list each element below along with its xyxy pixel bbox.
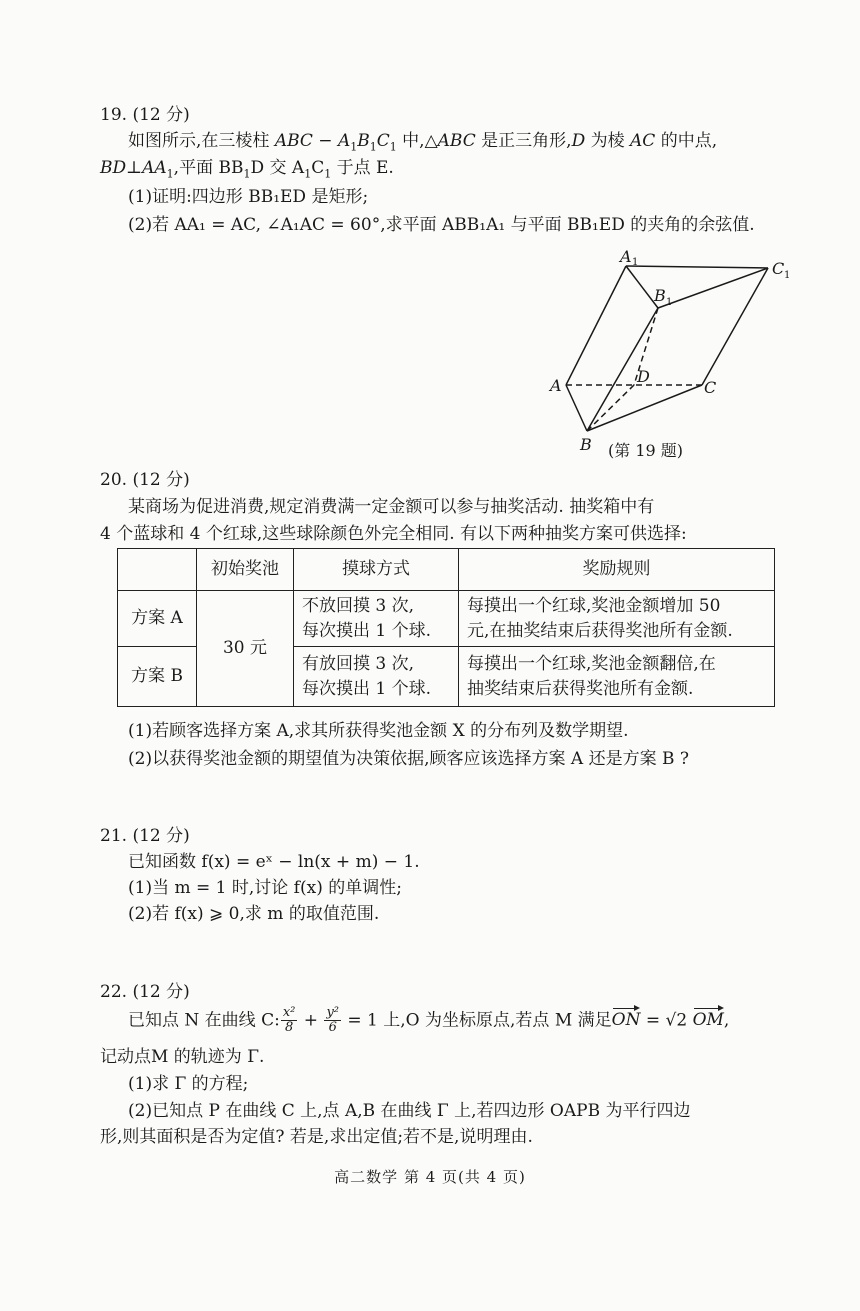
numerator: y² bbox=[326, 1005, 339, 1020]
label-d: D bbox=[637, 367, 650, 386]
table-row bbox=[118, 591, 775, 647]
label-a: A bbox=[550, 376, 562, 395]
text-segment: = 1 上,O 为坐标原点,若点 M 满足 bbox=[342, 1010, 612, 1031]
page-footer: 高二数学 第 4 页(共 4 页) bbox=[334, 1168, 526, 1186]
problem-19-question-1: (1)证明:四边形 BB₁ED 是矩形; bbox=[128, 187, 369, 207]
problem-21-question-1: (1)当 m = 1 时,讨论 f(x) 的单调性; bbox=[128, 878, 402, 898]
problem-20-statement-line1: 某商场为促进消费,规定消费满一定金额可以参与抽奖活动. 抽奖箱中有 bbox=[128, 497, 655, 517]
problem-22-heading: 22. (12 分) bbox=[100, 982, 190, 1002]
table-header-cell bbox=[118, 549, 197, 591]
text-segment: BD⊥AA bbox=[100, 158, 167, 178]
vector-om: OM bbox=[693, 1008, 724, 1033]
edge-bd-hidden bbox=[587, 385, 634, 431]
problem-22-question-2-line1: (2)已知点 P 在曲线 C 上,点 A,B 在曲线 Γ 上,若四边形 OAPB 为平行四边 bbox=[128, 1101, 691, 1121]
problem-21-question-2: (2)若 f(x) ⩾ 0,求 m 的取值范围. bbox=[128, 904, 380, 924]
text-segment: 的中点, bbox=[655, 131, 718, 151]
edge-cc1 bbox=[702, 268, 768, 385]
text-segment: 每摸出一个红球,奖池金额增加 50 bbox=[467, 595, 721, 616]
draw-method bbox=[294, 591, 459, 647]
problem-20-question-1: (1)若顾客选择方案 A,求其所获得奖池金额 X 的分布列及数学期望. bbox=[128, 721, 629, 741]
problem-22-statement-line1 bbox=[128, 1006, 729, 1036]
text-segment: 每次摸出 1 个球. bbox=[302, 620, 432, 641]
text-segment: 不放回摸 3 次, bbox=[302, 595, 415, 616]
problem-19-statement-line1: 如图所示,在三棱柱 ABC − $A_1B_1C_1$ 中,△ABC 是正三角形,D 为棱 AC 的中点, bbox=[128, 131, 718, 154]
prism-figure bbox=[540, 248, 820, 470]
text-segment: 有放回摸 3 次, bbox=[302, 653, 415, 674]
problem-19-heading: 19. (12 分) bbox=[100, 105, 190, 125]
label-b: B bbox=[580, 435, 592, 454]
problem-20-statement-line2: 4 个蓝球和 4 个红球,这些球除颜色外完全相同. 有以下两种抽奖方案可供选择: bbox=[100, 524, 687, 544]
problem-21-heading: 21. (12 分) bbox=[100, 826, 190, 846]
fraction-x2-over-8 bbox=[281, 1006, 298, 1036]
text-segment: , bbox=[723, 1010, 730, 1031]
denominator: 6 bbox=[328, 1020, 337, 1036]
numerator: x² bbox=[282, 1005, 296, 1020]
problem-20-question-2: (2)以获得奖池金额的期望值为决策依据,顾客应该选择方案 A 还是方案 B ? bbox=[128, 749, 689, 769]
scheme-name: 方案 A bbox=[118, 591, 197, 647]
problem-22-statement-line2: 记动点M 的轨迹为 Γ. bbox=[100, 1047, 265, 1067]
text-segment: 如图所示,在三棱柱 bbox=[128, 131, 275, 151]
text-segment: 元,在抽奖结束后获得奖池所有金额. bbox=[467, 620, 733, 641]
problem-22-question-2-line2: 形,则其面积是否为定值? 若是,求出定值;若不是,说明理由. bbox=[100, 1127, 533, 1147]
text-segment: ,平面 BB bbox=[173, 158, 244, 178]
table-header-cell: 初始奖池 bbox=[197, 549, 294, 591]
text-segment: 每次摸出 1 个球. bbox=[302, 678, 432, 699]
text-segment: 每摸出一个红球,奖池金额翻倍,在 bbox=[467, 653, 716, 674]
edge-b1c1 bbox=[658, 268, 768, 308]
edge-bc bbox=[587, 385, 702, 431]
denominator: 8 bbox=[284, 1020, 294, 1036]
figure-caption: (第 19 题) bbox=[608, 441, 684, 460]
award-rule bbox=[459, 591, 775, 647]
label-a1-sub: 1 bbox=[632, 257, 639, 268]
edge-ab bbox=[566, 385, 587, 431]
draw-method bbox=[294, 647, 459, 707]
text-segment: = √2 bbox=[640, 1010, 693, 1031]
text-segment: + bbox=[298, 1010, 324, 1031]
scheme-name: 方案 B bbox=[118, 647, 197, 707]
text-segment: 中,△ bbox=[396, 131, 438, 151]
label-b1: B bbox=[654, 286, 666, 305]
award-rule bbox=[459, 647, 775, 707]
label-c1-sub: 1 bbox=[784, 270, 791, 281]
text-segment: 是正三角形, bbox=[475, 131, 572, 151]
vector-on: ON bbox=[612, 1008, 641, 1033]
text-segment: 已知点 N 在曲线 C: bbox=[128, 1010, 280, 1031]
label-b1-sub: 1 bbox=[666, 297, 673, 308]
table-header-row bbox=[118, 549, 775, 591]
edge-a1c1 bbox=[626, 266, 768, 268]
fraction-y2-over-6 bbox=[324, 1006, 341, 1036]
edge-aa1 bbox=[566, 266, 626, 385]
problem-22-question-1: (1)求 Γ 的方程; bbox=[128, 1074, 249, 1094]
text-segment: 为棱 bbox=[585, 131, 631, 151]
problem-21-statement: 已知函数 f(x) = eˣ − ln(x + m) − 1. bbox=[128, 852, 420, 872]
problem-19-question-2: (2)若 AA₁ = AC, ∠A₁AC = 60°,求平面 ABB₁A₁ 与平面 BB₁ED 的夹角的余弦值. bbox=[128, 215, 755, 235]
label-a1: A bbox=[620, 248, 632, 266]
table-header-cell: 摸球方式 bbox=[294, 549, 459, 591]
text-segment: 抽奖结束后获得奖池所有金额. bbox=[467, 678, 694, 699]
text-segment: C bbox=[311, 158, 325, 178]
problem-19-statement-line2: $BD\perp AA_1$,平面 $BB_1D$ 交 $A_1C_1$ 于点 E. bbox=[100, 158, 394, 181]
table-header-cell: 奖励规则 bbox=[459, 549, 775, 591]
label-c: C bbox=[704, 378, 717, 397]
initial-pool: 30 元 bbox=[197, 591, 294, 707]
text-segment: 于点 E. bbox=[331, 158, 394, 178]
problem-20-heading: 20. (12 分) bbox=[100, 470, 190, 490]
label-c1: C bbox=[772, 259, 785, 278]
award-scheme-table bbox=[117, 548, 775, 707]
text-segment: D 交 A bbox=[250, 158, 305, 178]
